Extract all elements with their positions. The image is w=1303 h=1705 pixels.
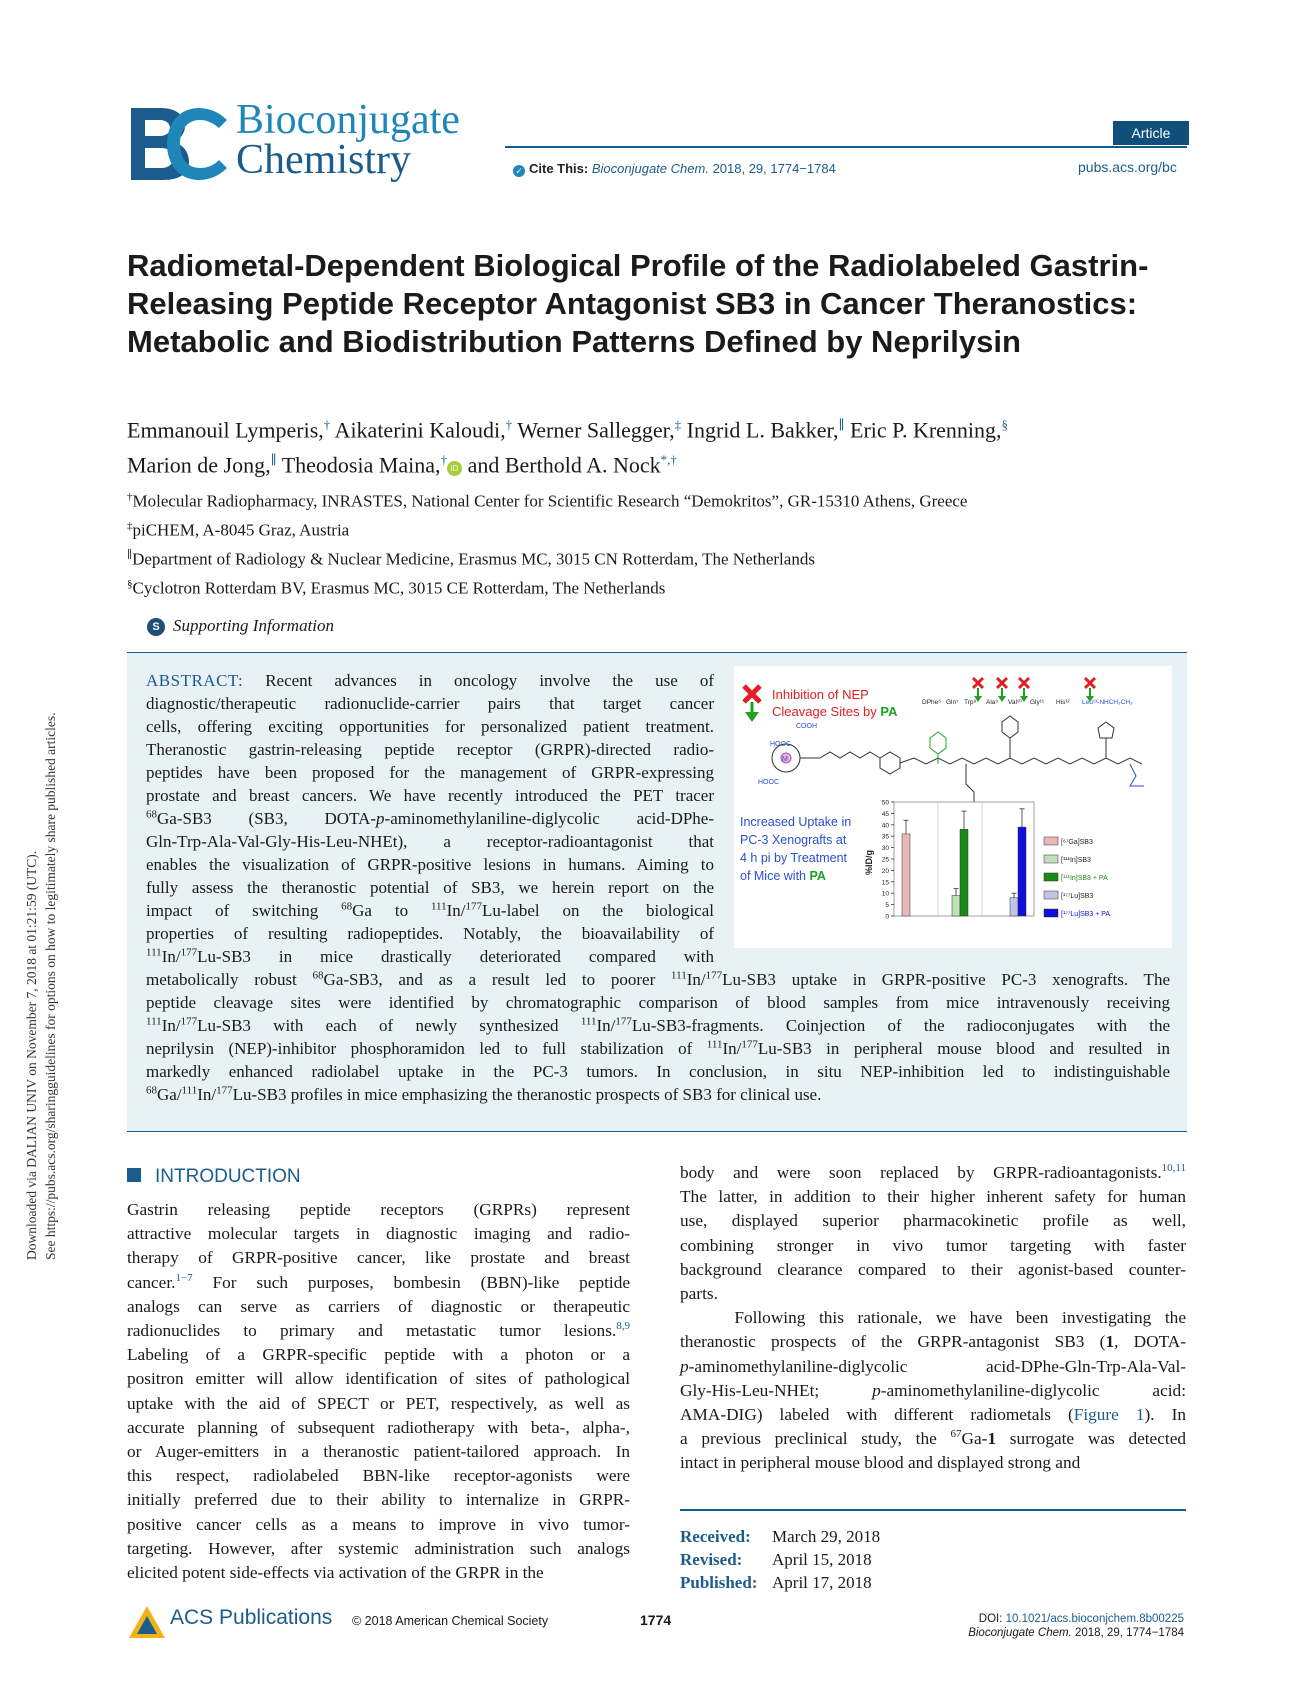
- toc-uptake-line: [740, 869, 826, 883]
- supporting-info-icon: S: [147, 618, 165, 636]
- affiliation-2: [127, 515, 1187, 542]
- y-tick-label: 15: [881, 879, 889, 887]
- affiliation-4: [127, 573, 1187, 600]
- author-name[interactable]: Ingrid L. Bakker,: [681, 417, 839, 443]
- abstract-line: [146, 808, 714, 830]
- abstract-text: In/: [197, 1085, 217, 1104]
- body-text-line: Gly-His-Leu-NHEt; p-aminomethylaniline-diglycolic acid:: [680, 1380, 1186, 1400]
- toc-uptake-line: Increased Uptake in: [740, 815, 852, 829]
- section-heading-introduction: [127, 1166, 301, 1188]
- abstract-text: Ga/: [157, 1085, 182, 1104]
- affiliation-mark: †: [440, 452, 448, 468]
- residue-label: Leu¹³-NHCH₂CH₃: [1082, 699, 1133, 706]
- date-label: Received:: [680, 1527, 751, 1546]
- section-square-icon: [127, 1168, 141, 1182]
- residue-label: Gln⁷: [946, 699, 959, 706]
- body-text-line: Gastrin releasing peptide receptors (GRPRs) represent: [127, 1200, 630, 1219]
- abstract-line: diagnostic/therapeutic radionuclide-carrier pairs that target cancer: [146, 694, 714, 713]
- publisher-name: ACS Publications: [170, 1606, 333, 1629]
- doi-label: DOI:: [978, 1613, 1006, 1625]
- isotope-sup: 177: [615, 1015, 632, 1028]
- author-name[interactable]: Emmanouil Lymperis,: [127, 417, 324, 443]
- affiliation-mark: ∥: [127, 549, 133, 561]
- abstract-text: In/: [722, 1039, 742, 1058]
- body-text-line: positron emitter will allow identification of sites of pathological: [127, 1369, 630, 1389]
- body-text-line: Following this rationale, we have been investigating the: [680, 1308, 1186, 1328]
- abstract-text: In/: [686, 970, 706, 989]
- body-text-line: analogs can serve as carriers of diagnostic or therapeutic: [127, 1296, 630, 1316]
- body-text-line: positive cancer cells as a means to improve in vivo tumor-: [127, 1514, 630, 1534]
- copyright: © 2018 American Chemical Society: [352, 1614, 549, 1628]
- body-text-line: parts.: [680, 1284, 718, 1303]
- y-tick-label: 5: [885, 902, 889, 910]
- isotope-sup: 111: [671, 969, 687, 982]
- date-revised: [680, 1548, 872, 1571]
- chart-bar: [1010, 898, 1018, 916]
- legend-label: [¹⁷⁷Lu]SB3 + PA: [1061, 911, 1111, 918]
- y-tick-label: 30: [881, 845, 889, 853]
- corresponding-mark[interactable]: *,†: [660, 452, 677, 468]
- affiliation-mark: ∥: [838, 417, 845, 432]
- abstract-text: metabolically robust: [146, 970, 313, 989]
- header-rule: [505, 146, 1187, 148]
- legend-swatch: [1044, 855, 1058, 863]
- date-label: Published:: [680, 1573, 758, 1592]
- cite-volume: 2018, 29, 1774−1784: [712, 161, 836, 176]
- supporting-info-label: Supporting Information: [173, 616, 335, 635]
- chart-bar: [902, 834, 910, 916]
- abstract-text: Lu-SB3 with each of newly synthesized: [197, 1016, 581, 1035]
- figure-link[interactable]: Figure 1: [1073, 1405, 1145, 1424]
- body-text-line: AMA-DIG) labeled with different radiometals (Figure 1). In: [680, 1405, 1186, 1424]
- toc-uptake-line: PC-3 Xenografts at: [740, 833, 847, 847]
- abstract-text: Lu-SB3 profiles in mice emphasizing the theranostic prospects of SB3 for clinical use.: [232, 1085, 822, 1104]
- legend-label: [¹¹¹In]SB3: [1061, 857, 1091, 864]
- affiliation-text: Department of Radiology & Nuclear Medicine, Erasmus MC, 3015 CN Rotterdam, The Netherlands: [132, 549, 815, 569]
- date-published: [680, 1571, 872, 1594]
- body-text-line: body and were soon replaced by GRPR-radioantagonists.$^{10,11}$: [680, 1162, 1186, 1182]
- pa-label: PA: [880, 704, 898, 719]
- citation-journal: Bioconjugate Chem.: [968, 1627, 1072, 1639]
- affiliation-mark: §: [127, 578, 133, 590]
- legend-label: [¹⁷⁷Lu]SB3: [1061, 893, 1094, 900]
- body-text-line: accurate planning of subsequent radiotherapy with beta-, alpha-,: [127, 1417, 630, 1437]
- affiliation-mark: ∥: [270, 452, 277, 468]
- abstract-text: Lu-SB3 in peripheral mouse blood and resulted in: [757, 1039, 1170, 1058]
- isotope-sup: 68: [312, 969, 324, 982]
- abstract-text: In/: [161, 1016, 181, 1035]
- abstract-text: In/: [596, 1016, 616, 1035]
- legend-swatch: [1044, 891, 1058, 899]
- citation-ref[interactable]: 10,11: [1161, 1162, 1186, 1175]
- legend-swatch: [1044, 909, 1058, 917]
- pa-label: PA: [809, 869, 826, 883]
- affiliation-text: Molecular Radiopharmacy, INRASTES, National Center for Scientific Research “Demokritos”, GR-15310 Athens, Greece: [132, 491, 968, 511]
- y-tick-label: 25: [881, 856, 889, 864]
- section-heading-text: INTRODUCTION: [155, 1166, 301, 1187]
- affiliation-mark: ‡: [127, 520, 133, 532]
- chem-label: COOH: [796, 723, 817, 730]
- abstract-line: enables the visualization of GRPR-positive lesions in humans. Aiming to: [146, 855, 714, 874]
- isotope-sup: 111: [181, 1084, 198, 1097]
- abstract-text: Lu-SB3 in mice drastically deteriorated compared with: [197, 947, 714, 966]
- legend-swatch: [1044, 837, 1058, 845]
- body-text-line: combining stronger in vivo tumor targeting with faster: [680, 1235, 1186, 1255]
- y-tick-label: 10: [881, 890, 889, 898]
- affiliation-1: [127, 486, 1187, 513]
- abstract-line: prostate and breast cancers. We have recently introduced the PET tracer: [146, 786, 714, 805]
- abstract-label: ABSTRACT:: [146, 671, 244, 690]
- article-title: Radiometal-Dependent Biological Profile of the Radiolabeled Gastrin-Releasing Peptide Receptor Antagonist SB3 in Cancer Theranostics: Metabolic and Biodistribution Patterns Defined by Neprilysin: [127, 248, 1149, 359]
- dates-rule: [680, 1509, 1186, 1511]
- cite-this-link[interactable]: [513, 161, 836, 177]
- journal-name-line-2: Chemistry: [236, 137, 411, 183]
- body-text-line: elicited potent side-effects via activation of the GRPR in the: [127, 1563, 544, 1582]
- supporting-information-link[interactable]: [147, 616, 334, 636]
- isotope-sup: 177: [216, 1084, 233, 1097]
- y-tick-label: 50: [881, 799, 889, 807]
- legend-swatch: [1044, 873, 1058, 881]
- isotope-sup: 68: [146, 1084, 157, 1097]
- cite-label: Cite This:: [529, 161, 589, 176]
- toc-uptake-line-text: of Mice with: [740, 869, 810, 883]
- y-tick-label: 20: [881, 867, 889, 875]
- article-type-badge: Article: [1113, 121, 1189, 145]
- body-text-line: use, displayed superior pharmacokinetic profile as well,: [680, 1211, 1186, 1231]
- affiliation-text: piCHEM, A-8045 Graz, Austria: [132, 520, 350, 540]
- body-text-line: theranostic prospects of the GRPR-antagonist SB3 (1, DOTA-: [680, 1332, 1186, 1352]
- date-value: April 17, 2018: [772, 1573, 872, 1592]
- chem-label: HOOC: [770, 741, 791, 748]
- affiliation-mark: ‡: [674, 417, 682, 432]
- residue-label: Ala⁹: [986, 699, 999, 706]
- legend-label: [¹¹¹In]SB3 + PA: [1061, 875, 1108, 882]
- residue-label: DPhe⁶: [922, 699, 941, 706]
- body-text-line: attractive molecular targets in diagnostic imaging and radio-: [127, 1224, 630, 1244]
- body-text-line: uptake with the aid of SPECT or PET, respectively, as well as: [127, 1393, 630, 1413]
- affiliation-text: Cyclotron Rotterdam BV, Erasmus MC, 3015 CE Rotterdam, The Netherlands: [132, 578, 666, 598]
- toc-graphic: [734, 666, 1172, 948]
- isotope-sup: 111: [430, 900, 447, 913]
- affiliation-mark: †: [127, 491, 133, 503]
- page-number: 1774: [640, 1612, 672, 1628]
- body-text-line: targeting. However, after systemic administration such analogs: [127, 1538, 630, 1558]
- abstract-line: [146, 1015, 1170, 1037]
- citation-ref[interactable]: 8,9: [616, 1320, 630, 1333]
- isotope-sup: 111: [146, 946, 162, 959]
- abstract-text: impact of switching: [146, 901, 342, 920]
- date-received: [680, 1525, 880, 1548]
- isotope-sup: 177: [465, 900, 483, 913]
- abstract-line: properties of resulting radiopeptides. Notably, the bioavailability of: [146, 924, 714, 943]
- abstract-text: Ga-SB3, and as a result led to poorer: [323, 970, 672, 989]
- affiliation-mark: †: [323, 417, 331, 432]
- isotope-sup: 68: [146, 808, 157, 821]
- doi-citation: [900, 1612, 1184, 1640]
- abstract-text: Lu-label on the biological: [482, 901, 714, 920]
- author-name[interactable]: Theodosia Maina,: [276, 452, 441, 478]
- download-notice-line-2[interactable]: See https://pubs.acs.org/sharingguidelines for options on how to legitimately share published articles.: [43, 712, 58, 1260]
- abstract-text: Recent advances in oncology involve the use of: [243, 671, 714, 690]
- isotope-sup: 111: [706, 1038, 723, 1051]
- isotope-sup: 177: [705, 969, 723, 982]
- abstract-line: peptides have been proposed for the management of GRPR-expressing: [146, 763, 714, 782]
- toc-inhibition-title-1: Inhibition of NEP: [772, 687, 869, 702]
- abstract-text: -aminomethylaniline-diglycolic acid-DPhe-: [384, 809, 715, 828]
- abstract-line: Gln-Trp-Ala-Val-Gly-His-Leu-NHEt), a receptor-radioantagonist that: [146, 832, 714, 851]
- date-label: Revised:: [680, 1550, 743, 1569]
- y-tick-label: 0: [885, 913, 889, 921]
- body-text-line: or Auger-emitters in a theranostic patient-tailored approach. In: [127, 1442, 630, 1461]
- author-name[interactable]: Werner Sallegger,: [512, 417, 675, 443]
- chem-label: HOOC: [758, 779, 779, 786]
- abstract-line: markedly enhanced radiolabel uptake in the PC-3 tumors. In conclusion, in situ NEP-inhibition led to indistinguishable: [146, 1062, 1170, 1081]
- body-text-line: this respect, radiolabeled BBN-like receptor-agonists were: [127, 1466, 630, 1486]
- date-value: March 29, 2018: [772, 1527, 881, 1546]
- isotope-sup: 177: [180, 946, 198, 959]
- abstract-text: p: [376, 809, 385, 828]
- isotope-sup: 111: [580, 1015, 597, 1028]
- abstract-text: Lu-SB3 uptake in GRPR-positive PC-3 xenografts. The: [722, 970, 1170, 989]
- residue-label: Gly¹¹: [1030, 699, 1045, 706]
- download-notice-line-1: Downloaded via DALIAN UNIV on November 7, 2018 at 01:21:59 (UTC).: [24, 850, 39, 1260]
- abstract-line: [146, 1038, 1170, 1060]
- body-text-line: therapy of GRPR-positive cancer, like prostate and breast: [127, 1248, 630, 1268]
- body-text-line: initially preferred due to their ability to internalize in GRPR-: [127, 1490, 630, 1510]
- journal-logo-icon: [127, 104, 231, 184]
- abstract-text: neprilysin (NEP)-inhibitor phosphoramidon led to full stabilization of: [146, 1039, 707, 1058]
- author-name[interactable]: and Berthold A. Nock: [462, 452, 661, 478]
- abstract-line: cells, offering exciting opportunities for personalized patient treatment.: [146, 717, 714, 736]
- abstract-text: Lu-SB3-fragments. Coinjection of the radioconjugates with the: [631, 1016, 1170, 1035]
- body-text-line: a previous preclinical study, the $^{67}$Ga-1 surrogate was detected: [680, 1428, 1187, 1449]
- y-tick-label: 35: [881, 833, 889, 841]
- date-value: April 15, 2018: [772, 1550, 872, 1569]
- author-name[interactable]: Eric P. Krenning,: [844, 417, 1002, 443]
- body-text-line: p-aminomethylaniline-diglycolic acid-DPhe-Gln-Trp-Ala-Val-: [680, 1356, 1186, 1376]
- abstract-line: [146, 900, 714, 922]
- isotope-sup: 177: [180, 1015, 198, 1028]
- abstract-text: Ga to: [352, 901, 431, 920]
- download-notice: [22, 360, 60, 1260]
- toc-uptake-line: 4 h pi by Treatment: [740, 851, 848, 865]
- toc-inhibition-title-2: [772, 704, 898, 719]
- chart-bar: [1018, 827, 1026, 916]
- citation-rest: 2018, 29, 1774−1784: [1071, 1627, 1184, 1639]
- body-text-line: intact in peripheral mouse blood and displayed strong and: [680, 1453, 1081, 1473]
- check-icon: ✓: [513, 165, 525, 177]
- journal-name: [236, 97, 460, 183]
- affiliation-mark: †: [505, 417, 513, 432]
- abstract-line: [146, 969, 1170, 991]
- chem-label: M: [782, 756, 788, 763]
- abstract-text: In/: [161, 947, 181, 966]
- citation-ref[interactable]: 1−7: [175, 1271, 193, 1284]
- author-name[interactable]: Aikaterini Kaloudi,: [330, 417, 506, 443]
- isotope-sup: 111: [146, 1015, 162, 1028]
- body-text-line: The latter, in addition to their higher inherent safety for human: [680, 1187, 1186, 1207]
- body-text-line: background clearance compared to their agonist-based counter-: [680, 1259, 1186, 1279]
- doi-link[interactable]: 10.1021/acs.bioconjchem.8b00225: [1005, 1613, 1184, 1625]
- abstract-line: fully assess the theranostic potential of SB3, we herein report on the: [146, 878, 714, 897]
- abstract-line: Theranostic gastrin-releasing peptide receptor (GRPR)-directed radio-: [146, 740, 714, 759]
- orcid-icon[interactable]: iD: [447, 461, 462, 476]
- residue-label: Trp⁸: [964, 699, 977, 706]
- chart-bar: [952, 895, 960, 916]
- abstract-text: In/: [446, 901, 466, 920]
- journal-name-line-1: Bioconjugate: [236, 97, 460, 143]
- author-list: [127, 410, 1197, 481]
- residue-label: Val¹⁰: [1008, 699, 1022, 706]
- body-text-line: cancer.$^{1-7}$ For such purposes, bombesin (BBN)-like peptide: [127, 1271, 630, 1292]
- affiliation-mark: §: [1001, 417, 1009, 432]
- toc-inhibition-title-2-text: Cleavage Sites by: [772, 704, 881, 719]
- abstract-line: peptide cleavage sites were identified by chromatographic comparison of blood samples from mice intravenously receiving: [146, 993, 1170, 1012]
- isotope-sup: 68: [341, 900, 353, 913]
- residue-label: His¹²: [1056, 699, 1070, 706]
- abstract-line: [146, 670, 714, 692]
- cite-journal: Bioconjugate Chem.: [591, 161, 709, 176]
- affiliation-3: [127, 544, 1187, 571]
- isotope-sup: 177: [741, 1038, 758, 1051]
- y-axis-label: %ID/g: [864, 849, 874, 875]
- body-text-line: Labeling of a GRPR-specific peptide with a photon or a: [127, 1345, 630, 1365]
- body-text-line: radionuclides to primary and metastatic tumor lesions.$^{8,9}$: [127, 1320, 630, 1340]
- legend-label: [⁶⁷Ga]SB3: [1061, 839, 1093, 846]
- abstract-line: [146, 1084, 1170, 1106]
- abstract-line: [146, 946, 714, 968]
- author-name[interactable]: Marion de Jong,: [127, 452, 271, 478]
- chart-bar: [960, 829, 968, 916]
- y-tick-label: 45: [881, 810, 889, 818]
- journal-url-link[interactable]: pubs.acs.org/bc: [1078, 159, 1177, 175]
- abstract-text: Ga-SB3 (SB3, DOTA-: [157, 809, 377, 828]
- y-tick-label: 40: [881, 822, 889, 830]
- acs-logo-icon: [127, 1604, 167, 1644]
